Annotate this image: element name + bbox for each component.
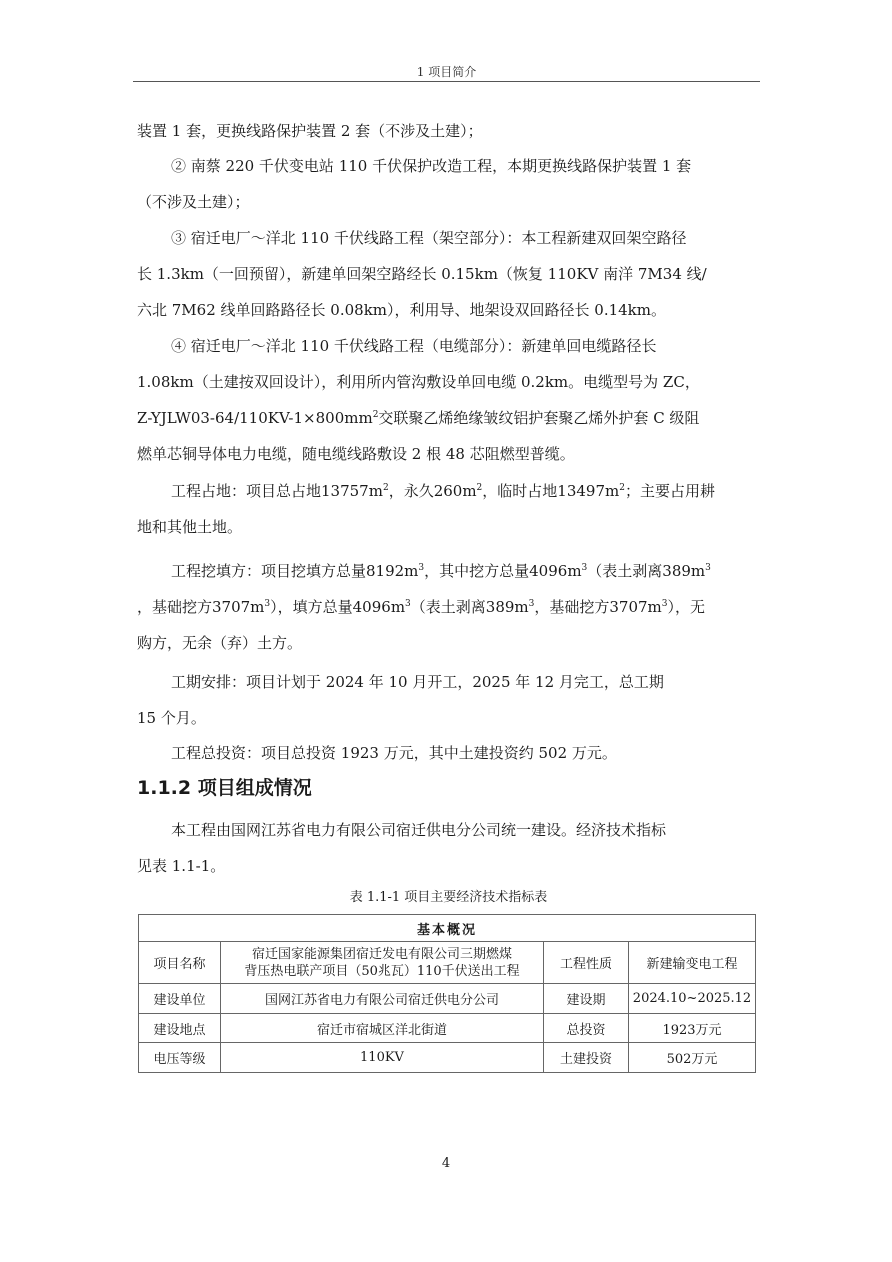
- paragraph-line: ④ 宿迁电厂～洋北 110 千伏线路工程（电缆部分）：新建单回电缆路径长: [171, 337, 657, 355]
- earthwork-line: ，基础挖方$3707m^3$），填方总量$4096m^3$（表土剥离$389m^3$，基础挖方$3707m^3$），无: [137, 598, 706, 616]
- cell-label: 建设期: [544, 984, 629, 1014]
- paragraph-line: 地和其他土地。: [137, 518, 243, 536]
- running-header: 1 项目简介: [133, 63, 760, 82]
- indicator-table: [138, 914, 756, 1073]
- paragraph-line: （不涉及土建）；: [137, 193, 250, 211]
- paragraph-line: $Z-YJLW03-64/110KV-1\times 800mm^2$交联聚乙烯绝缘皱纹铝护套聚乙烯外护套 C 级阻: [137, 409, 700, 427]
- paragraph-line: 见表 1.1-1。: [137, 857, 226, 875]
- paragraph-line: 六北 7M62 线单回路路径长 0.08km），利用导、地架设双回路径长 0.14km。: [137, 301, 666, 319]
- table-section-title: 基本概况: [139, 915, 756, 942]
- paragraph-line: 燃单芯铜导体电力电缆，随电缆线路敷设 2 根 48 芯阻燃型普缆。: [137, 445, 575, 463]
- table-row: [139, 984, 756, 1014]
- schedule-line: 15 个月。: [137, 709, 206, 727]
- table-row: [139, 1014, 756, 1043]
- paragraph-line: ③ 宿迁电厂～洋北 110 千伏线路工程（架空部分）：本工程新建双回架空路径: [171, 229, 687, 247]
- cell-label: 工程性质: [544, 942, 629, 984]
- paragraph-line: 本工程由国网江苏省电力有限公司宿迁供电分公司统一建设。经济技术指标: [171, 821, 667, 839]
- paragraph-line: 装置 1 套，更换线路保护装置 2 套（不涉及土建）；: [137, 122, 483, 140]
- paragraph-line: 1.08km（土建按双回设计），利用所内管沟敷设单回电缆 0.2km。电缆型号为 ZC，: [137, 373, 700, 391]
- cell-label: 总投资: [544, 1014, 629, 1043]
- cell-value: 2024.10~2025.12: [629, 984, 756, 1014]
- earthwork-line: 工程挖填方：项目挖填方总量$8192m^3$，其中挖方总量$4096m^3$（表土剥离$389m^3$: [171, 562, 711, 580]
- cell-value: 502万元: [629, 1043, 756, 1073]
- page-number: 4: [441, 1156, 451, 1171]
- cell-value: 新建输变电工程: [629, 942, 756, 984]
- cell-label: 建设单位: [139, 984, 221, 1014]
- land-occupation-line: 工程占地：项目总占地$13757m^2$，永久$260m^2$，临时占地$13497m^2$；主要占用耕: [171, 482, 715, 500]
- table-section-row: [139, 915, 756, 942]
- cell-label: 土建投资: [544, 1043, 629, 1073]
- cell-label: 电压等级: [139, 1043, 221, 1073]
- paragraph-line: 长 1.3km（一回预留），新建单回架空路经长 0.15km（恢复 110KV 南洋 7M34 线/: [137, 265, 707, 283]
- investment-line: 工程总投资：项目总投资 1923 万元，其中土建投资约 502 万元。: [171, 744, 617, 762]
- table-caption: 表 1.1-1 项目主要经济技术指标表: [349, 890, 548, 905]
- paragraph-line: ② 南蔡 220 千伏变电站 110 千伏保护改造工程，本期更换线路保护装置 1 套: [171, 157, 692, 175]
- cell-value: 宿迁市宿城区洋北街道: [221, 1014, 544, 1043]
- section-heading: 1.1.2 项目组成情况: [137, 777, 312, 799]
- cell-label: 建设地点: [139, 1014, 221, 1043]
- cell-value: 110KV: [221, 1043, 544, 1073]
- paragraph-line: 购方，无余（弃）土方。: [137, 634, 303, 652]
- table-row: [139, 1043, 756, 1073]
- cell-value: 1923万元: [629, 1014, 756, 1043]
- cell-value: 宿迁国家能源集团宿迁发电有限公司三期燃煤 背压热电联产项目（50兆瓦）110千伏送出工程: [221, 942, 544, 984]
- cell-label: 项目名称: [139, 942, 221, 984]
- cell-value: 国网江苏省电力有限公司宿迁供电分公司: [221, 984, 544, 1014]
- table-row: [139, 942, 756, 984]
- schedule-line: 工期安排：项目计划于 2024 年 10 月开工，2025 年 12 月完工，总工期: [171, 673, 664, 691]
